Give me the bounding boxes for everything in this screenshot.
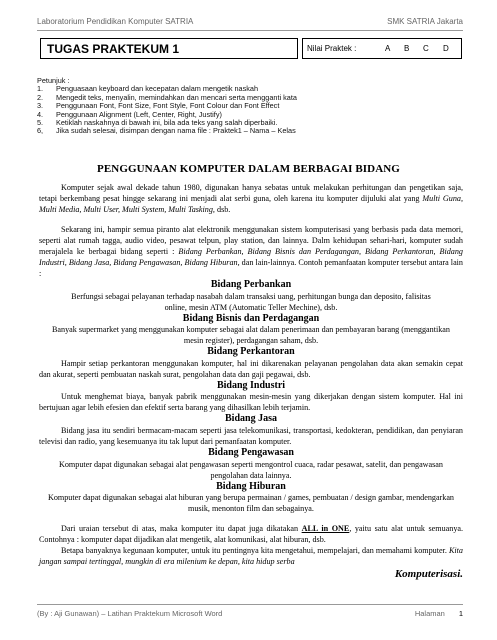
section-text-perkantoran: Hampir setiap perkantoran menggunakan komputer, hal ini dikarenakan pelayanan pengolahan data akan semakin cepat dan akurat, seperti pembuatan naskah surat, pengolahan data dan gaji pegawai, dsb. <box>39 358 463 379</box>
intro1-italic: Multi Guna, Multi Media, Multi User, Multi System, Multi Tasking, <box>39 194 463 214</box>
paragraph-gap <box>39 514 463 523</box>
section-heading-pengawasan: Bidang Pengawasan <box>208 446 294 458</box>
instruction-number: 4. <box>37 109 44 119</box>
closing-last-word: Komputerisasi. <box>394 568 463 581</box>
section-heading-jasa: Bidang Jasa <box>225 413 277 425</box>
section-heading-perkantoran: Bidang Perkantoran <box>207 346 295 358</box>
closing2-italic: Kita jangan sampai tertinggal, mungkin di era milenium ke depan, kita hidup serba <box>39 546 463 567</box>
intro1-text: Komputer sejak awal dekade tahun 1980, digunakan hanya sebatas untuk melakukan perhitungan dan pengetikan saja, tetapi berkembang pesat hingge sekarang ini menjadi alat serbi guna, oleh karena itu komputer dijuluki alat yang <box>39 183 463 203</box>
instructions <box>37 77 467 136</box>
intro-paragraph-2 <box>39 224 463 279</box>
instruction-number: 3. <box>37 101 44 111</box>
instruction-number: 6, <box>37 126 44 136</box>
intro2-text: Sekarang ini, hampir semua piranto alat elektronik menggunakan sistem komputerisasi yang berbasis pada data memori, seperti alat rumah tagga, audio video, pesawat telpun, play station, dan lainnya. Dalm kehidupan sehari-hari, komputer sudah merajalela ke berbagai bidang seperti : <box>39 225 463 256</box>
header-divider <box>37 30 463 31</box>
document-title: PENGGUNAAN KOMPUTER DALAM BERBAGAI BIDANG <box>97 163 400 175</box>
section-text-jasa: Bidang jasa itu sendiri bermacam-macam seperti jasa telekomunikasi, transportasi, kedokteran, pendidikan, dan penyiaran televisi dan radio, yang kesemuanya itu tak luput dari pemanfaatan komputer. <box>39 425 463 446</box>
closing-paragraph-1 <box>39 523 463 545</box>
section-text-industri: Untuk menghemat biaya, banyak pabrik menggunakan mesin-mesin yang dikerjakan dengan sistem komputer. Hal ini bertujuan agar lebih efesien dan efektif serta barang yang dihasilkan lebih terjamin. <box>39 392 463 413</box>
section-heading-bisnis: Bidang Bisnis dan Perdagangan <box>182 312 320 324</box>
grade-option-d: D <box>443 44 449 53</box>
closing1-end: , yaitu satu alat untuk semuanya. Contohnya : komputer dapat dijadikan alat mengetik, alat komunikasi, alat hiburan, dsb. <box>39 524 464 545</box>
closing2-text: Betapa banyaknya kegunaan komputer, untuk itu pentingnya kita mengetahui, mempelajari, dan memahami komputer. <box>61 546 449 556</box>
closing1-emphasis: ALL in ONE <box>301 524 350 534</box>
instruction-text: Mengedit teks, menyalin, memindahkan dan mencari serta mengganti kata <box>56 92 297 102</box>
footer-divider <box>37 604 463 605</box>
page-label: Halaman <box>414 609 445 618</box>
instruction-number: 2. <box>37 92 44 102</box>
instruction-number: 1. <box>37 84 44 94</box>
closing1-text: Dari uraian tersebut di atas, maka komputer itu dapat juga dikatakan <box>61 524 302 534</box>
page-number: 1 <box>458 609 463 618</box>
header-left: Laboratorium Pendidikan Komputer SATRIA <box>37 17 194 26</box>
instruction-number: 5. <box>37 117 44 127</box>
section-heading-industri: Bidang Industri <box>216 379 286 391</box>
intro1-end: dsb. <box>214 205 231 214</box>
grade-box <box>302 38 462 59</box>
section-heading-hiburan: Bidang Hiburan <box>216 480 286 492</box>
instruction-item <box>37 127 467 135</box>
section-heading-perbankan: Bidang Perbankan <box>210 279 292 290</box>
instruction-text: Penguasaan keyboard dan kecepatan dalam mengetik naskah <box>56 84 259 94</box>
intro2-end: dan lain-lainnya. Contoh pemanfaatan komputer tersebut antara lain : <box>39 258 463 278</box>
footer-left: (By : Aji Gunawan) – Latihan Praktekum Microsoft Word <box>37 609 223 618</box>
intro-paragraph-1 <box>39 182 463 215</box>
instruction-text: Ketiklah naskahnya di bawah ini, bila ada teks yang salah diperbaiki. <box>56 117 278 127</box>
grade-option-b: B <box>404 44 410 53</box>
grade-label: Nilai Praktek : <box>307 44 357 53</box>
instructions-heading: Petunjuk : <box>37 76 70 85</box>
footer-right <box>415 609 463 618</box>
grade-option-a: A <box>385 44 391 53</box>
assignment-title: TUGAS PRAKTEKUM 1 <box>47 42 180 56</box>
section-text-perbankan: Berfungsi sebagai pelayanan terhadap nasabah dalam transaksi uang, perhitungan bunga dan deposito, falisitas online, mesin ATM (Automatic Teller Mechine), dsb. <box>71 291 431 312</box>
instruction-text: Jika sudah selesai, disimpan dengan nama file : Praktek1 – Nama – Kelas <box>56 126 296 136</box>
intro2-italic: Bidang Perbankan, Bidang Bisnis dan Perdagangan, Bidang Perkantoran, Bidang Industri, Bidang Jasa, Bidang Pengawasan, Bidang Hiburan, <box>39 247 463 267</box>
document-body <box>39 182 463 581</box>
page-footer <box>37 609 463 621</box>
grade-option-c: C <box>423 44 429 53</box>
section-text-hiburan: Komputer dapat digunakan sebagai alat hiburan yang berupa permainan / games, pembuatan / design gambar, mendengarkan musik, menonton film dan sebagainya. <box>47 493 454 514</box>
section-text-pengawasan: Komputer dapat digunakan sebagai alat pengawasan seperti mengontrol cuaca, radar pesawat, satelit, dan pengawasan pengolahan data lainnya. <box>59 459 443 480</box>
closing-paragraph-2 <box>39 545 463 567</box>
paragraph-gap <box>39 215 463 224</box>
page-header <box>37 17 463 30</box>
instruction-text: Penggunaan Alignment (Left, Center, Right, Justify) <box>56 109 222 119</box>
instruction-text: Penggunaan Font, Font Size, Font Style, Font Colour dan Font Effect <box>56 101 280 111</box>
header-right: SMK SATRIA Jakarta <box>387 17 463 26</box>
section-text-bisnis: Banyak supermarket yang menggunakan komputer sebagai alat dalam penerimaan dan pembayaran barang (menggantikan mesin register), perdagangan saham, dsb. <box>52 325 450 346</box>
assignment-title-box <box>40 38 298 59</box>
